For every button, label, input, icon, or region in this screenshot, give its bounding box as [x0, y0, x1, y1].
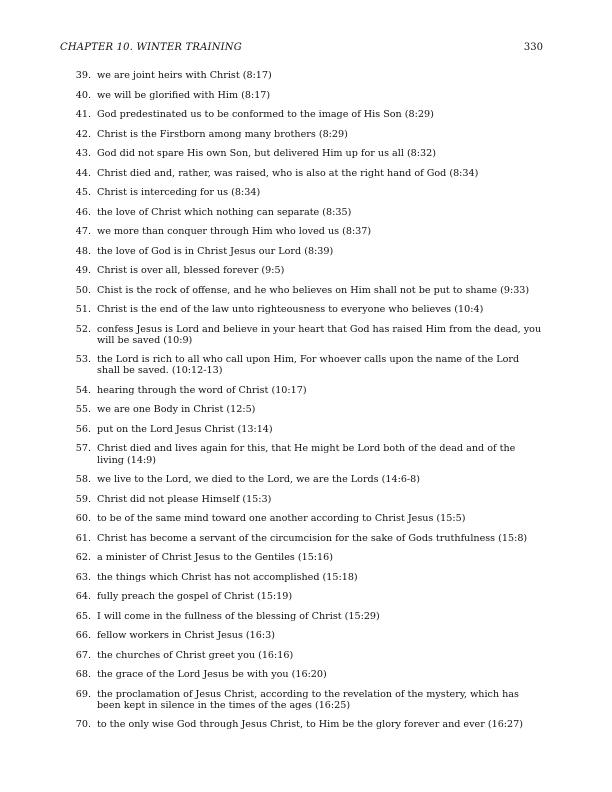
list-item — [69, 129, 543, 140]
list-item-number: 48. — [75, 245, 91, 257]
list-item-number: 46. — [75, 206, 91, 218]
list-item — [69, 187, 543, 198]
list-item-text: Christ died and lives again for this, that He might be Lord both of the dead and of the living (14:9) — [97, 443, 516, 466]
list-item — [69, 669, 543, 680]
list-item — [69, 265, 543, 276]
list-item-number: 62. — [75, 552, 91, 564]
list-item — [69, 494, 543, 505]
list-item — [69, 443, 543, 465]
list-item — [69, 533, 543, 544]
list-item-number: 56. — [75, 423, 91, 435]
list-item — [69, 168, 543, 179]
list-item-text: to the only wise God through Jesus Christ, to Him be the glory forever and ever (16:27) — [97, 719, 523, 731]
list-item-number: 58. — [75, 474, 91, 486]
list-item-text: we live to the Lord, we died to the Lord, we are the Lords (14:6-8) — [97, 474, 421, 486]
list-item-number: 50. — [75, 284, 91, 296]
list-item-number: 44. — [75, 167, 91, 179]
list-item-text: fellow workers in Christ Jesus (16:3) — [97, 630, 275, 642]
list-item-number: 67. — [75, 649, 91, 661]
list-item-text: Christ is interceding for us (8:34) — [97, 187, 261, 198]
list-item — [69, 354, 543, 376]
list-item — [69, 719, 543, 730]
page-number: 330 — [523, 42, 543, 53]
list-item — [69, 689, 543, 711]
list-item-number: 68. — [75, 669, 91, 681]
list-item-number: 54. — [75, 384, 91, 396]
list-item — [69, 207, 543, 218]
list-item-text: we are one Body in Christ (12:5) — [97, 404, 256, 416]
list-item-number: 65. — [75, 610, 91, 622]
list-item-text: confess Jesus is Lord and believe in your heart that God has raised Him from the dead, you will be saved (10:9) — [97, 323, 542, 346]
list-item-text: we will be glorified with Him (8:17) — [97, 89, 271, 101]
list-item-number: 45. — [75, 187, 91, 198]
list-item — [69, 650, 543, 661]
list-item — [69, 70, 543, 81]
list-item — [69, 148, 543, 159]
list-item — [69, 246, 543, 257]
list-item-text: Christ is over all, blessed forever (9:5) — [97, 265, 285, 276]
list-item — [69, 109, 543, 120]
list-item — [69, 304, 543, 315]
list-item-number: 39. — [75, 70, 91, 81]
list-item-text: the proclamation of Jesus Christ, according to the revelation of the mystery, which has been kept in silence in the times of the ages (16:25) — [97, 688, 519, 711]
running-header — [60, 42, 543, 56]
list-item — [69, 324, 543, 346]
list-item-text: we more than conquer through Him who loved us (8:37) — [97, 226, 372, 237]
list-item-text: to be of the same mind toward one another according to Christ Jesus (15:5) — [97, 513, 466, 525]
list-item-number: 70. — [75, 719, 91, 731]
chapter-title: CHAPTER 10. WINTER TRAINING — [60, 42, 242, 53]
list-item-number: 41. — [75, 109, 91, 120]
list-item — [69, 630, 543, 641]
list-item-number: 51. — [75, 304, 91, 315]
list-item — [69, 572, 543, 583]
list-item-text: Christ died and, rather, was raised, who is also at the right hand of God (8:34) — [97, 167, 479, 179]
list-item-text: the love of God is in Christ Jesus our Lord (8:39) — [97, 245, 334, 257]
list-item-text: the Lord is rich to all who call upon Him, For whoever calls upon the name of the Lord shall be saved. (10:12-13) — [97, 354, 520, 377]
list-item-number: 57. — [75, 443, 91, 455]
list-item-text: God predestinated us to be conformed to the image of His Son (8:29) — [97, 109, 434, 120]
list-item — [69, 90, 543, 101]
list-item-number: 59. — [75, 493, 91, 505]
list-item-text: the things which Christ has not accomplished (15:18) — [97, 571, 358, 583]
numbered-list — [69, 70, 543, 739]
list-item-text: Christ is the Firstborn among many brothers (8:29) — [97, 128, 348, 140]
list-item — [69, 404, 543, 415]
list-item-text: God did not spare His own Son, but delivered Him up for us all (8:32) — [97, 148, 436, 159]
list-item — [69, 385, 543, 396]
list-item — [69, 474, 543, 485]
list-item-number: 63. — [75, 571, 91, 583]
list-item-number: 40. — [75, 89, 91, 101]
list-item-number: 42. — [75, 128, 91, 140]
list-item — [69, 513, 543, 524]
list-item-text: Christ has become a servant of the circumcision for the sake of Gods truthfulness (15:8) — [97, 532, 528, 544]
list-item-text: Christ did not please Himself (15:3) — [97, 493, 272, 505]
list-item-text: put on the Lord Jesus Christ (13:14) — [97, 423, 273, 435]
list-item-number: 43. — [75, 148, 91, 159]
list-item-number: 52. — [75, 323, 91, 335]
list-item — [69, 226, 543, 237]
list-item-number: 66. — [75, 630, 91, 642]
list-item-text: the churches of Christ greet you (16:16) — [97, 649, 294, 661]
list-item — [69, 611, 543, 622]
list-item — [69, 591, 543, 602]
list-item-number: 61. — [75, 532, 91, 544]
list-item-text: fully preach the gospel of Christ (15:19) — [97, 591, 293, 603]
list-item-number: 64. — [75, 591, 91, 603]
list-item-text: we are joint heirs with Christ (8:17) — [97, 70, 272, 81]
list-item-number: 49. — [75, 265, 91, 276]
list-item-text: I will come in the fullness of the blessing of Christ (15:29) — [97, 610, 380, 622]
list-item — [69, 285, 543, 296]
list-item-text: Chist is the rock of offense, and he who believes on Him shall not be put to shame (9:33) — [97, 284, 530, 296]
list-item-text: the grace of the Lord Jesus be with you (16:20) — [97, 669, 327, 681]
list-item-number: 47. — [75, 226, 91, 237]
list-item-number: 53. — [75, 354, 91, 366]
list-item-text: a minister of Christ Jesus to the Gentiles (15:16) — [97, 552, 333, 564]
list-item — [69, 424, 543, 435]
list-item-text: the love of Christ which nothing can separate (8:35) — [97, 206, 352, 218]
list-item-text: Christ is the end of the law unto righteousness to everyone who believes (10:4) — [97, 304, 484, 315]
list-item-text: hearing through the word of Christ (10:17) — [97, 384, 307, 396]
list-item — [69, 552, 543, 563]
list-item-number: 60. — [75, 513, 91, 525]
list-item-number: 69. — [75, 688, 91, 700]
list-item-number: 55. — [75, 404, 91, 416]
